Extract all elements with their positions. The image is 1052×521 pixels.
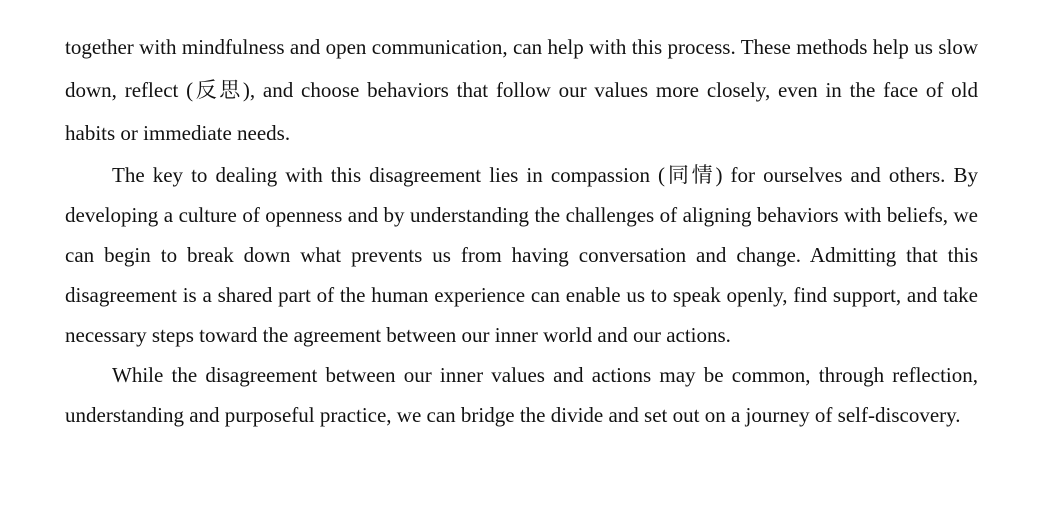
paragraph-1: together with mindfulness and open communication, can help with this process. These methods help us slow down, reflect (反思), and choose behaviors that follow our values more closely, even in the face of old habits or immediate needs. bbox=[65, 35, 978, 145]
paragraph-3: While the disagreement between our inner values and actions may be common, through reflection, understanding and purposeful practice, we can bridge the divide and set out on a journey of self-discovery. bbox=[65, 363, 978, 427]
document-page bbox=[65, 26, 978, 435]
paragraph-2: The key to dealing with this disagreement lies in compassion (同情) for ourselves and others. By developing a culture of openness and by understanding the challenges of aligning behaviors with beliefs, we can begin to break down what prevents us from having conversation and change. Admitting that this disagreement is a shared part of the human experience can enable us to speak openly, find support, and take necessary steps toward the agreement between our inner world and our actions. bbox=[65, 163, 978, 347]
